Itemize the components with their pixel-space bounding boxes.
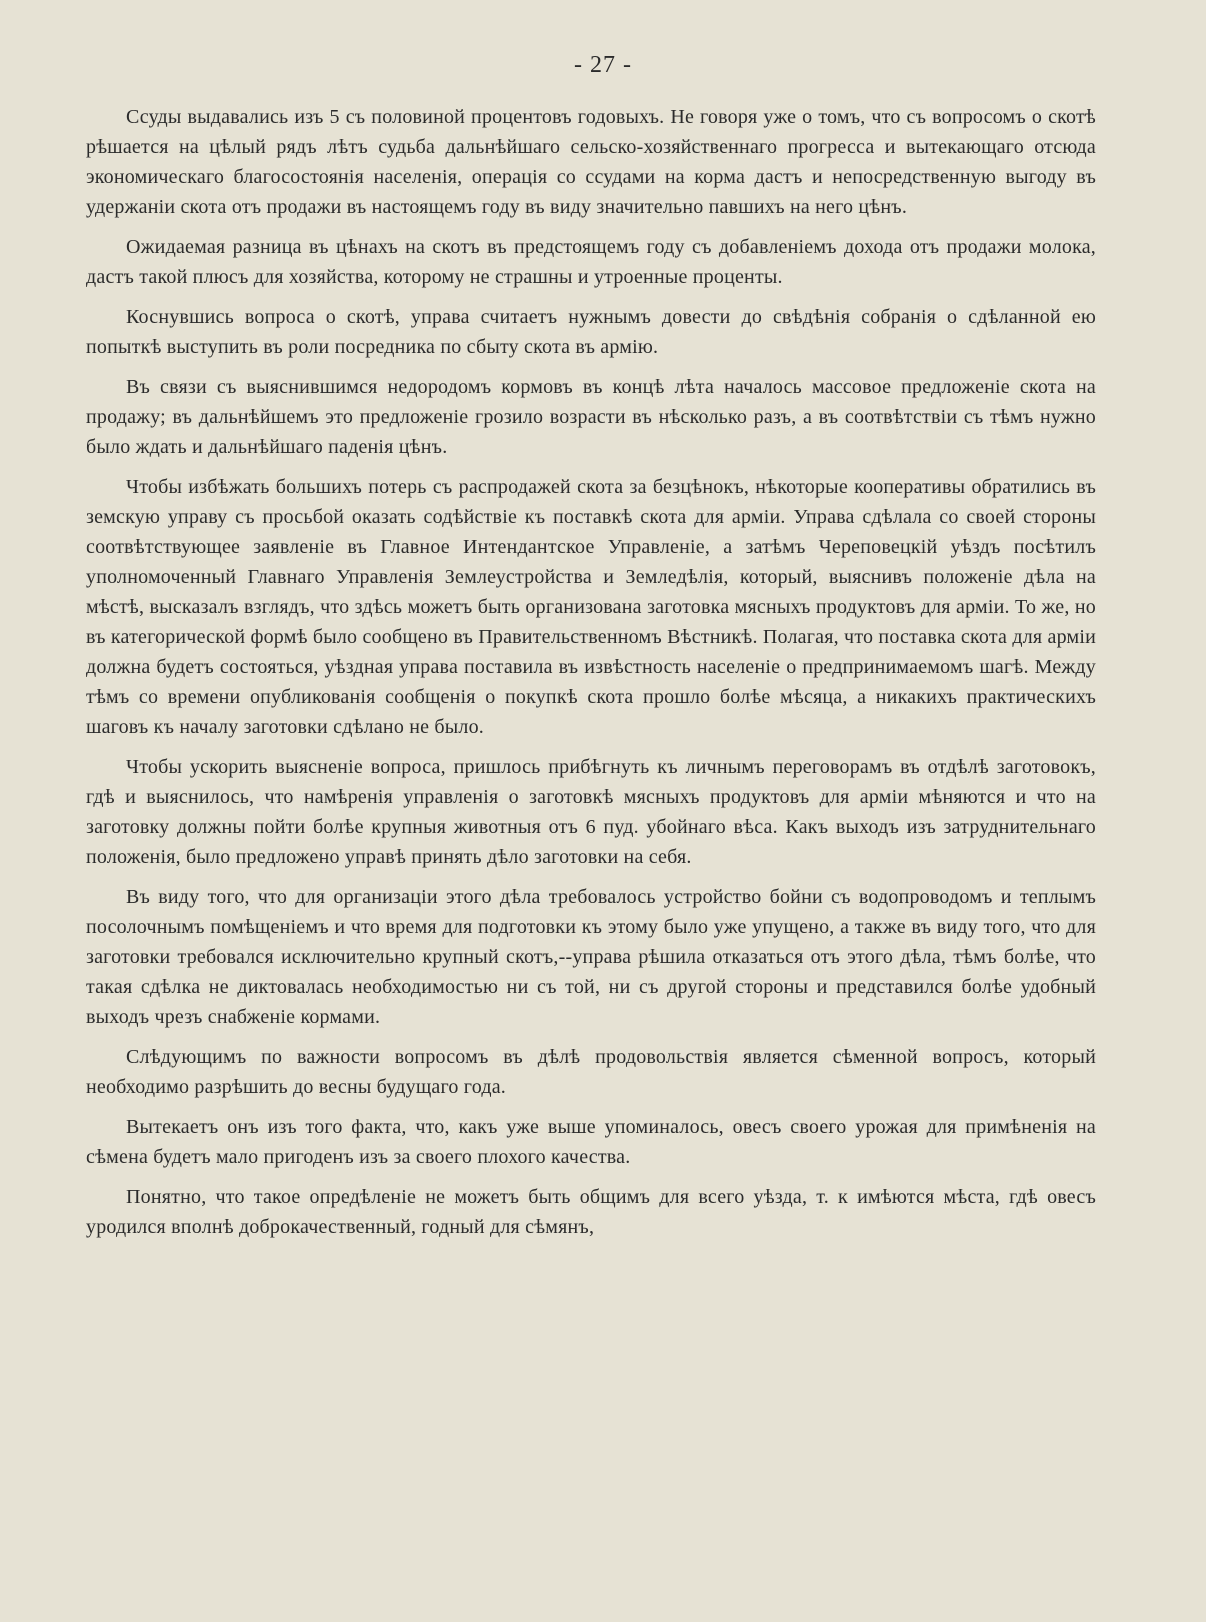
paragraph-1: Ссуды выдавались изъ 5 съ половиной процентовъ годовыхъ. Не говоря уже о томъ, что съ вопросомъ о скотѣ рѣшается на цѣлый рядъ лѣтъ судьба дальнѣйшаго сельско-хозяйственнаго прогресса и вытекающаго отсюда экономическаго благосостоянія населенія, операція со ссудами на корма дастъ и непосредственную выгоду въ удержаніи скота отъ продажи въ настоящемъ году въ виду значительно павшихъ на него цѣнъ.: [86, 106, 1096, 218]
page-number: - 27 -: [574, 52, 632, 78]
paragraph-8: Слѣдующимъ по важности вопросомъ въ дѣлѣ продовольствія является сѣменной вопросъ, который необходимо разрѣшить до весны будущаго года.: [86, 1046, 1096, 1098]
paragraph-3: Коснувшись вопроса о скотѣ, управа считаетъ нужнымъ довести до свѣдѣнія собранія о сдѣланной ею попыткѣ выступить въ роли посредника по сбыту скота въ армію.: [86, 306, 1096, 358]
paragraph-7: Въ виду того, что для организаціи этого дѣла требовалось устройство бойни съ водопроводомъ и теплымъ посолочнымъ помѣщеніемъ и что время для подготовки къ этому было уже упущено, а также въ виду того, что для заготовки требовался исключительно крупный скотъ,--управа рѣшила отказаться отъ этого дѣла, тѣмъ болѣе, что такая сдѣлка не диктовалась необходимостью ни съ той, ни съ другой стороны и представился болѣе удобный выходъ чрезъ снабженіе кормами.: [86, 886, 1096, 1028]
paragraph-4: Въ связи съ выяснившимся недородомъ кормовъ въ концѣ лѣта началось массовое предложеніе скота на продажу; въ дальнѣйшемъ это предложеніе грозило возрасти въ нѣсколько разъ, а въ соотвѣтствіи съ тѣмъ нужно было ждать и дальнѣйшаго паденія цѣнъ.: [86, 376, 1096, 458]
paragraph-2: Ожидаемая разница въ цѣнахъ на скотъ въ предстоящемъ году съ добавленіемъ дохода отъ продажи молока, дастъ такой плюсъ для хозяйства, которому не страшны и утроенные проценты.: [86, 236, 1096, 288]
paragraph-9: Вытекаетъ онъ изъ того факта, что, какъ уже выше упоминалось, овесъ своего урожая для примѣненія на сѣмена будетъ мало пригоденъ изъ за своего плохого качества.: [86, 1116, 1096, 1168]
paragraph-5: Чтобы избѣжать большихъ потерь съ распродажей скота за безцѣнокъ, нѣкоторые кооперативы обратились въ земскую управу съ просьбой оказать содѣйствіе къ поставкѣ скота для арміи. Управа сдѣлала со своей стороны соотвѣтствующее заявленіе въ Главное Интендантское Управленіе, а затѣмъ Череповецкій уѣздъ посѣтилъ уполномоченный Главнаго Управленія Землеустройства и Земледѣлія, который, выяснивъ положеніе дѣла на мѣстѣ, высказалъ взглядъ, что здѣсь можетъ быть организована заготовка мясныхъ продуктовъ для арміи. То же, но въ категорической формѣ было сообщено въ Правительственномъ Вѣстникѣ. Полагая, что поставка скота для арміи должна будетъ состояться, уѣздная управа поставила въ извѣстность населеніе о предпринимаемомъ шагѣ. Между тѣмъ со времени опубликованія сообщенія о покупкѣ скота прошло болѣе мѣсяца, а никакихъ практическихъ шаговъ къ началу заготовки сдѣлано не было.: [86, 476, 1096, 738]
paragraph-10: Понятно, что такое опредѣленіе не можетъ быть общимъ для всего уѣзда, т. к имѣются мѣста, гдѣ овесъ уродился вполнѣ доброкачественный, годный для сѣмянъ,: [86, 1186, 1096, 1238]
paragraph-6: Чтобы ускорить выясненіе вопроса, пришлось прибѣгнуть къ личнымъ переговорамъ въ отдѣлѣ заготовокъ, гдѣ и выяснилось, что намѣренія управленія о заготовкѣ мясныхъ продуктовъ для арміи мѣняются и что на заготовку должны пойти болѣе крупныя животныя отъ 6 пуд. убойнаго вѣса. Какъ выходъ изъ затруднительнаго положенія, было предложено управѣ принять дѣло заготовки на себя.: [86, 756, 1096, 868]
body-text: [86, 102, 1096, 1252]
